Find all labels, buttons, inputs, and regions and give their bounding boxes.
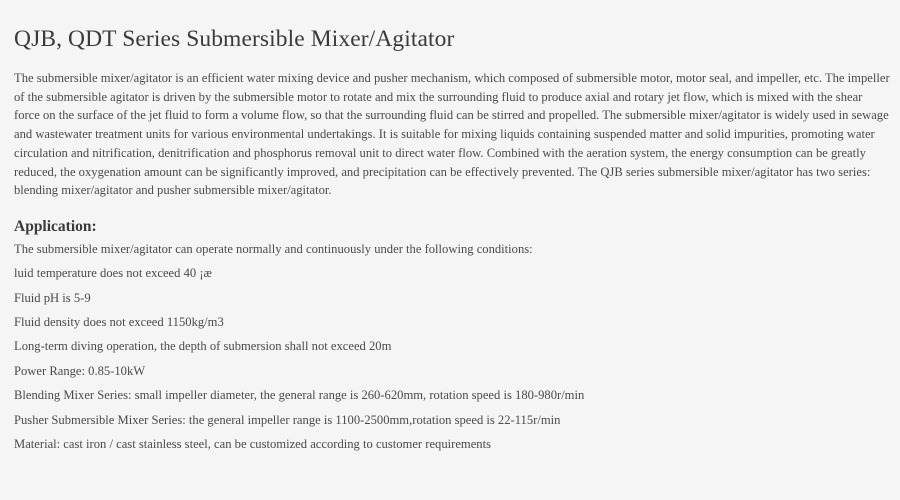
condition-pusher-series: Pusher Submersible Mixer Series: the general impeller range is 1100-2500mm,rotation speed is 22-115r/min xyxy=(14,412,561,427)
condition-blending-series: Blending Mixer Series: small impeller diameter, the general range is 260-620mm, rotation speed is 180-980r/min xyxy=(14,388,585,403)
condition-power-range: Power Range: 0.85-10kW xyxy=(14,363,146,378)
condition-material: Material: cast iron / cast stainless steel, can be customized according to customer requirements xyxy=(14,437,492,452)
condition-temperature: luid temperature does not exceed 40 ¡æ xyxy=(14,266,212,281)
condition-intro: The submersible mixer/agitator can operate normally and continuously under the following conditions: xyxy=(14,241,533,256)
application-heading: Application: xyxy=(14,217,97,235)
condition-density: Fluid density does not exceed 1150kg/m3 xyxy=(14,315,224,330)
intro-paragraph: The submersible mixer/agitator is an efficient water mixing device and pusher mechanism, which composed of submersible motor, motor seal, and impeller, etc. The impeller of the submersible agitator is driven by the submersible motor to rotate and mix the surrounding fluid to produce axial and rotary jet flow, which is mixed with the shear force on the surface of the jet fluid to form a volume flow, so that the surrounding fluid can be stirred and propelled. The submersible mixer/agitator is widely used in sewage and wastewater treatment units for various environmental undertakings. It is suitable for mixing liquids containing suspended matter and solid impurities, promoting water circulation and nitrification, denitrification and phosphorus removal unit to direct water flow. Combined with the aeration system, the energy consumption can be greatly reduced, the oxygenation amount can be significantly improved, and precipitation can be effectively prevented. The QJB series submersible mixer/agitator has two series: blending mixer/agitator and pusher submersible mixer/agitator. xyxy=(14,71,890,198)
condition-submersion-depth: Long-term diving operation, the depth of submersion shall not exceed 20m xyxy=(14,339,392,354)
page-title: QJB, QDT Series Submersible Mixer/Agitator xyxy=(14,26,455,52)
condition-ph: Fluid pH is 5-9 xyxy=(14,290,91,305)
application-conditions-list xyxy=(14,241,886,452)
